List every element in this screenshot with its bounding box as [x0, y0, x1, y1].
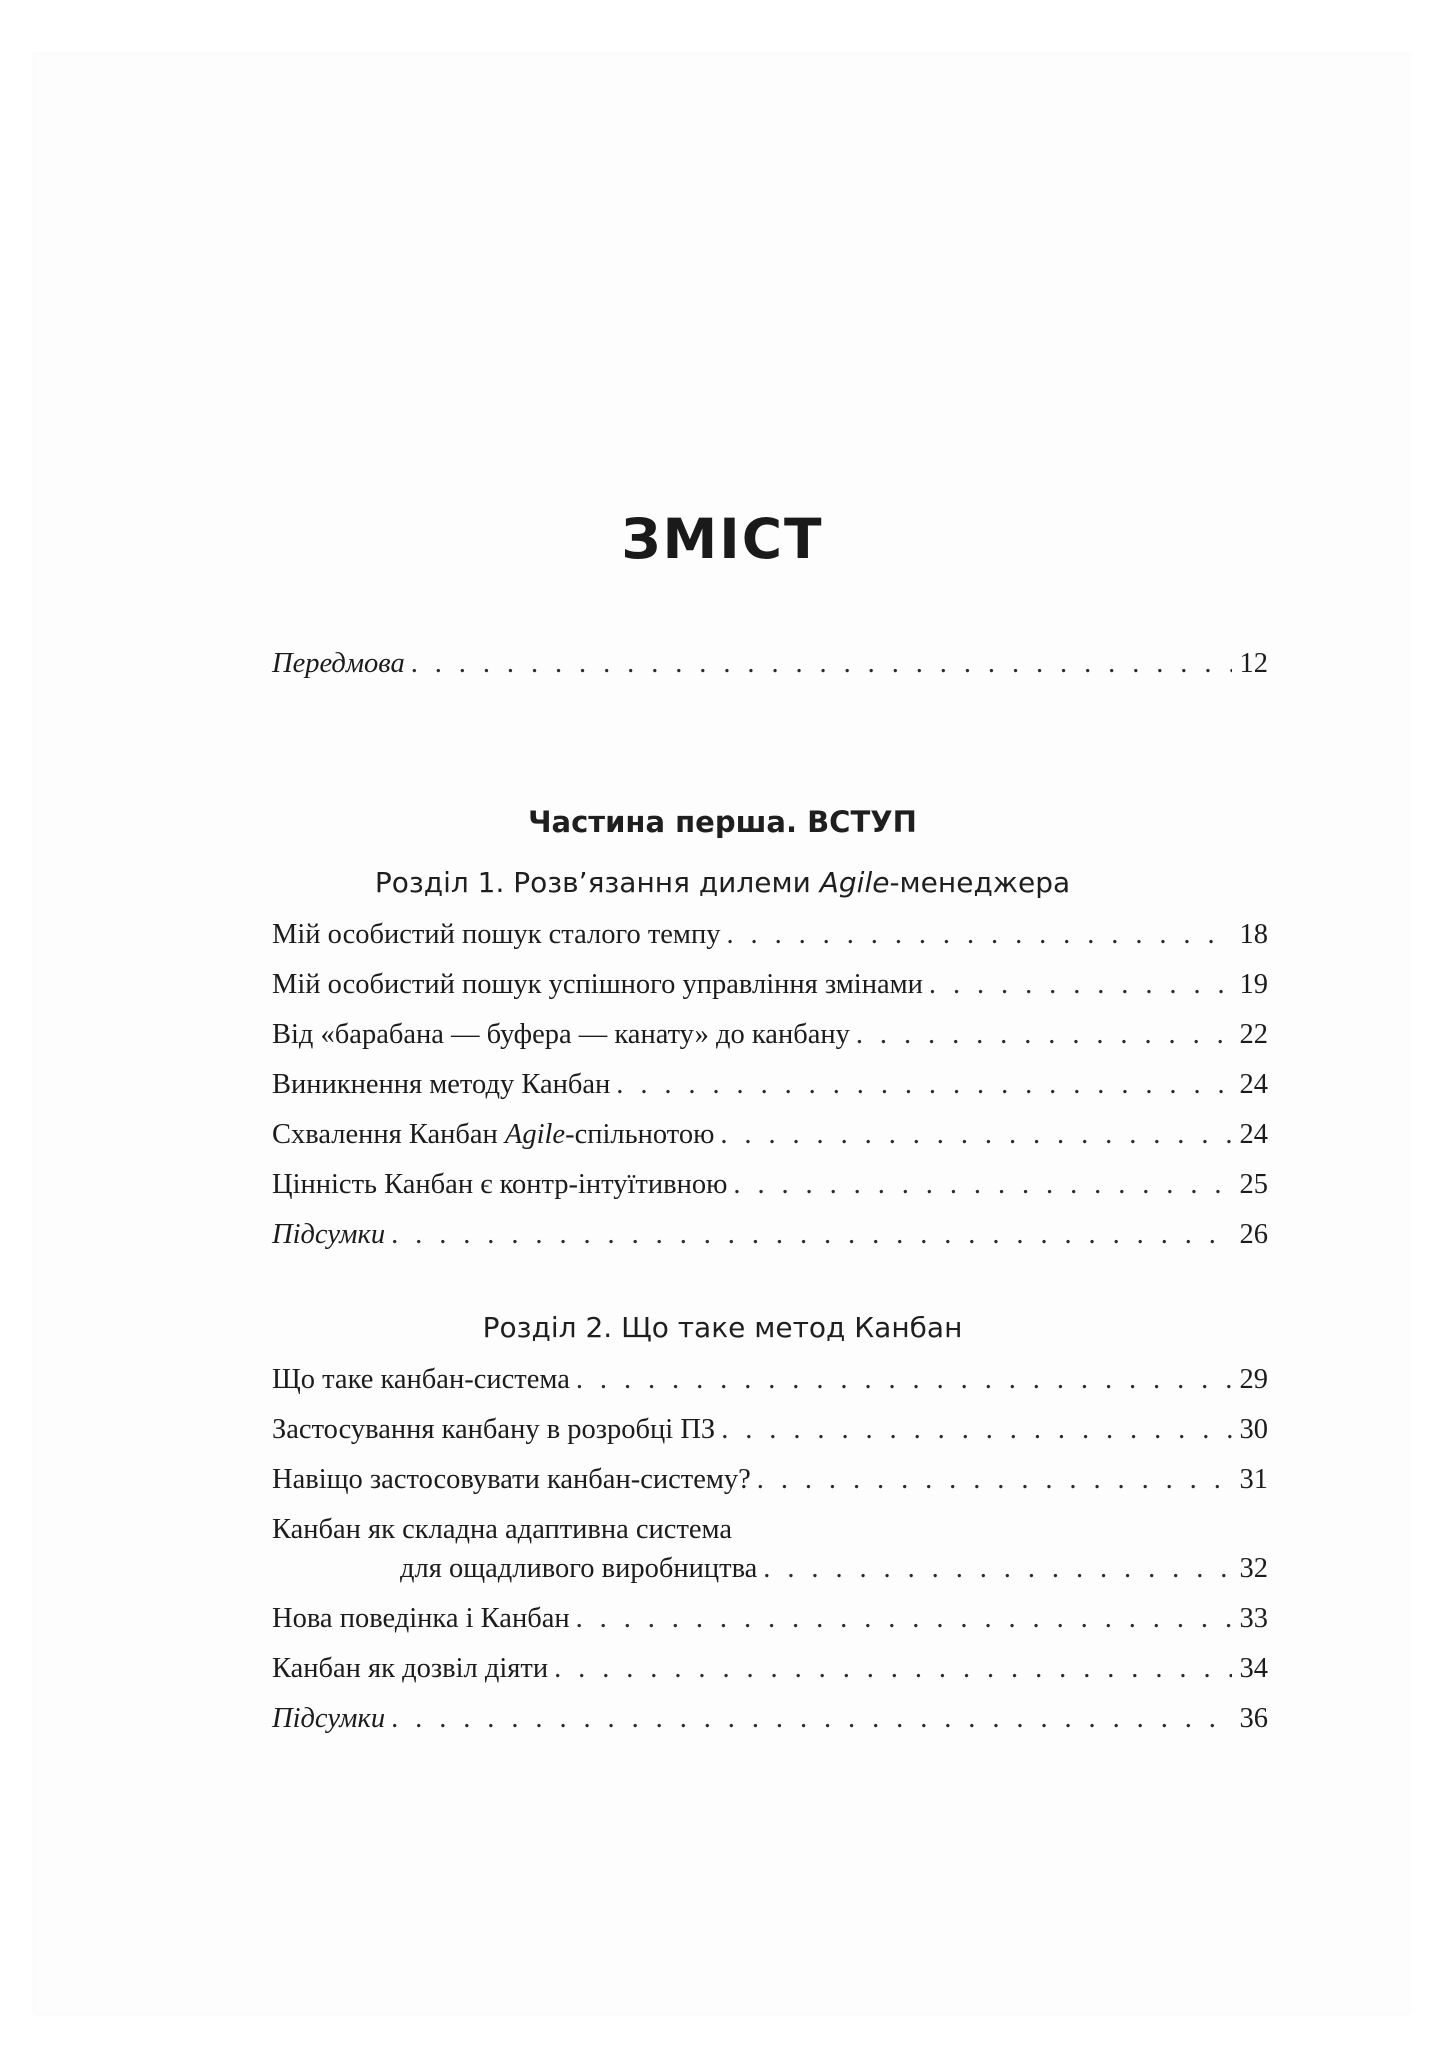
toc-entry[interactable] [272, 1649, 1268, 1689]
toc-entry-label: Навіщо застосовувати канбан-систему? [272, 1464, 751, 1495]
toc-entry-label: Передмова [272, 648, 405, 679]
toc-entry-page: 25 [1239, 1169, 1268, 1200]
toc-entry-label: Від «барабана — буфера — канату» до канбану [272, 1019, 850, 1050]
dot-leader [720, 1115, 1231, 1155]
label-prefix: Схвалення Канбан [272, 1119, 505, 1150]
toc-entry[interactable] [272, 1015, 1268, 1055]
toc-entry-label: Підсумки [272, 1219, 386, 1250]
toc-entry-label: Виникнення методу Канбан [272, 1069, 611, 1100]
toc-entry[interactable] [272, 1360, 1268, 1400]
toc-entry-page: 26 [1239, 1219, 1268, 1250]
toc-entry-page: 30 [1239, 1414, 1268, 1445]
toc-entry-page: 36 [1239, 1703, 1268, 1734]
toc-entry-label-line1[interactable]: Канбан як складна адаптивна система [272, 1514, 733, 1545]
toc-entry-page: 12 [1239, 648, 1268, 679]
toc-entry[interactable] [272, 1410, 1268, 1450]
chapter-1-heading [0, 866, 1445, 899]
toc-entry-page: 22 [1239, 1019, 1268, 1050]
label-italic: Agile [504, 1119, 566, 1150]
toc-entry[interactable] [400, 1549, 1268, 1589]
dot-leader [856, 1015, 1232, 1055]
toc-entry[interactable] [272, 1165, 1268, 1205]
toc-entry-label: Що таке канбан-система [272, 1364, 570, 1395]
chapter-1-title-italic: Agile [819, 866, 890, 899]
toc-entry-label: Нова поведінка і Канбан [272, 1603, 570, 1634]
dot-leader [576, 1360, 1232, 1400]
label-suffix: -спільнотою [565, 1119, 715, 1150]
toc-entry-page: 29 [1239, 1364, 1268, 1395]
toc-entry-label: для ощадливого виробництва [400, 1553, 758, 1584]
chapter-1-title-prefix: Розділ 1. Розв’язання дилеми [374, 866, 820, 899]
dot-leader [726, 915, 1231, 955]
dot-leader [391, 1215, 1231, 1255]
part-heading: Частина перша. ВСТУП [528, 805, 917, 839]
toc-entry-label: Застосування канбану в розробці ПЗ [272, 1414, 716, 1445]
toc-entry[interactable] [272, 1460, 1268, 1500]
dot-leader [576, 1599, 1232, 1639]
toc-entry-page: 18 [1239, 919, 1268, 950]
toc-entry-label: Канбан як дозвіл діяти [272, 1653, 549, 1684]
toc-entry-label [272, 1115, 720, 1155]
toc-entry-summary[interactable] [272, 1699, 1268, 1739]
dot-leader [721, 1410, 1231, 1450]
toc-entry[interactable] [272, 1065, 1268, 1105]
dot-leader [411, 644, 1232, 684]
toc-entry-page: 24 [1239, 1069, 1268, 1100]
toc-entry-page: 32 [1239, 1553, 1268, 1584]
toc-entry-label: Підсумки [272, 1703, 386, 1734]
toc-entry-label: Мій особистий пошук сталого темпу [272, 919, 721, 950]
toc-entry[interactable] [272, 965, 1268, 1005]
dot-leader [733, 1165, 1231, 1205]
toc-entry-label: Мій особистий пошук успішного управління змінами [272, 969, 923, 1000]
toc-entry-page: 33 [1239, 1603, 1268, 1634]
toc-entry-preface[interactable] [272, 644, 1268, 684]
dot-leader [763, 1549, 1231, 1589]
toc-entry-page: 31 [1239, 1464, 1268, 1495]
dot-leader [616, 1065, 1231, 1105]
toc-entry[interactable] [272, 915, 1268, 955]
toc-entry-page: 34 [1239, 1653, 1268, 1684]
dot-leader [757, 1460, 1232, 1500]
dot-leader [554, 1649, 1231, 1689]
dot-leader [391, 1699, 1231, 1739]
toc-entry-label: Цінність Канбан є контр-інтуїтивною [272, 1169, 728, 1200]
toc-entry[interactable] [272, 1115, 1268, 1155]
toc-entry-page: 19 [1239, 969, 1268, 1000]
toc-entry-summary[interactable] [272, 1215, 1268, 1255]
chapter-2-heading: Розділ 2. Що таке метод Канбан [482, 1311, 963, 1344]
page-title: ЗМІСТ [621, 507, 824, 571]
toc-entry[interactable] [272, 1599, 1268, 1639]
toc-entry-page: 24 [1239, 1119, 1268, 1150]
chapter-1-title-suffix: -менеджера [889, 866, 1071, 899]
dot-leader [929, 965, 1232, 1005]
